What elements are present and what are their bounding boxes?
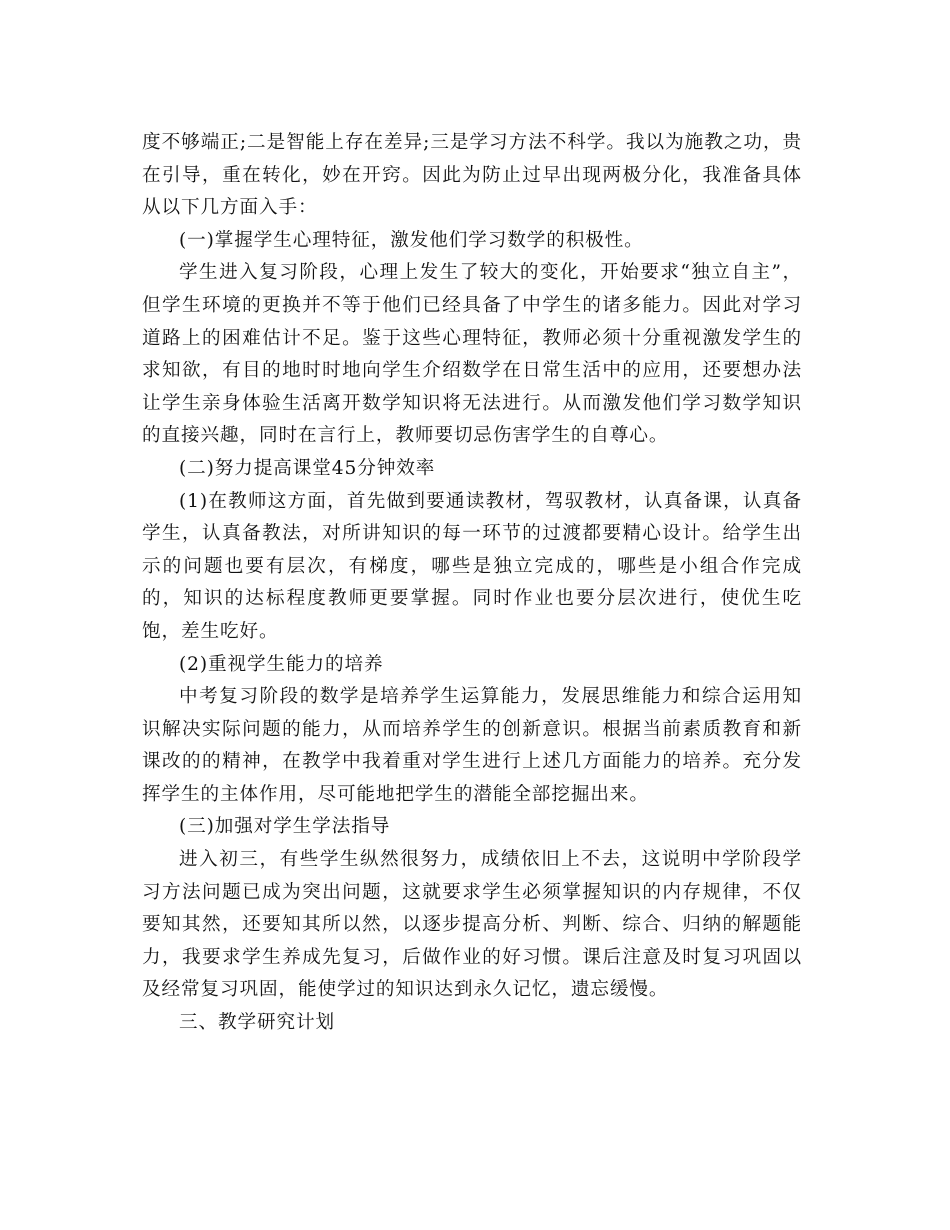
section-heading-research-plan: 三、教学研究计划	[179, 1012, 335, 1034]
document-body	[142, 127, 802, 1040]
paragraph-teacher-preparation: (1)在教师这方面，首先做到要通读教材，驾驭教材，认真备课，认真备学生，认真备教法，对所讲知识的每一环节的过渡都要精心设计。给学生出示的问题也要有层次，有梯度，哪些是独立完成的，哪些是小组合作完成的，知识的达标程度教师更要掌握。同时作业也要分层次进行，使优生吃饱，差生吃好。	[142, 490, 802, 642]
subheading-ability-training: (2)重视学生能力的培养	[179, 653, 384, 675]
paragraph-psychology: 学生进入复习阶段，心理上发生了较大的变化，开始要求“独立自主”，但学生环境的更换并不等于他们已经具备了中学生的诸多能力。因此对学习道路上的困难估计不足。鉴于这些心理特征，教师必须十分重视激发学生的求知欲，有目的地时时地向学生介绍数学在日常生活中的应用，还要想办法让学生亲身体验生活离开数学知识将无法进行。从而激发他们学习数学知识的直接兴趣，同时在言行上，教师要切忌伤害学生的自尊心。	[142, 262, 802, 447]
section-heading-two: (二)努力提高课堂45分钟效率	[179, 457, 436, 479]
section-heading-three: (三)加强对学生学法指导	[179, 816, 391, 838]
paragraph-continuation: 度不够端正;二是智能上存在差异;三是学习方法不科学。我以为施教之功，贵在引导，重在转化，妙在开窍。因此为防止过早出现两极分化，我准备具体从以下几方面入手：	[142, 132, 802, 219]
paragraph-study-methods: 进入初三，有些学生纵然很努力，成绩依旧上不去，这说明中学阶段学习方法问题已成为突出问题，这就要求学生必须掌握知识的内存规律，不仅要知其然，还要知其所以然，以逐步提高分析、判断、综合、归纳的解题能力，我要求学生养成先复习，后做作业的好习惯。课后注意及时复习巩固以及经常复习巩固，能使学过的知识达到永久记忆，遗忘缓慢。	[142, 849, 802, 1001]
section-heading-one: (一)掌握学生心理特征，激发他们学习数学的积极性。	[179, 229, 644, 251]
paragraph-ability-training: 中考复习阶段的数学是培养学生运算能力，发展思维能力和综合运用知识解决实际问题的能力，从而培养学生的创新意识。根据当前素质教育和新课改的的精神，在教学中我着重对学生进行上述几方面能力的培养。充分发挥学生的主体作用，尽可能地把学生的潜能全部挖掘出来。	[142, 686, 802, 805]
